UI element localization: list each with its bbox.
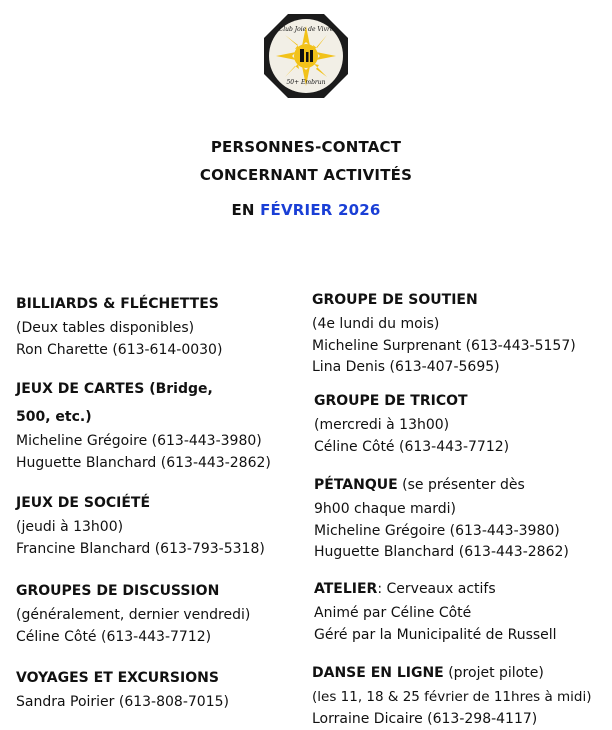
page-title-line-3	[0, 201, 612, 219]
page-title-line-1: PERSONNES-CONTACT	[210, 138, 402, 156]
section-line: Sandra Poirier (613-808-7015)	[16, 694, 229, 710]
section-line: Micheline Surprenant (613-443-5157)	[312, 337, 576, 354]
section-line: Céline Côté (613-443-7712)	[314, 438, 510, 455]
section-heading: BILLIARDS & FLÉCHETTES	[16, 296, 219, 312]
section-heading: JEUX DE CARTES (Bridge,	[16, 381, 213, 397]
title-month: FÉVRIER 2026	[260, 201, 381, 219]
section-line: Micheline Grégoire (613-443-3980)	[314, 522, 560, 539]
page-title-line-2: CONCERNANT ACTIVITÉS	[199, 166, 413, 184]
section-line: Francine Blanchard (613-793-5318)	[16, 540, 265, 557]
section-travel	[16, 664, 229, 714]
section-line: Ron Charette (613-614-0030)	[16, 341, 223, 358]
section-billiards	[16, 290, 222, 361]
section-line: Micheline Grégoire (613-443-3980)	[16, 433, 262, 449]
logo-bottom-text: 50+ Embrun	[286, 79, 326, 86]
section-card-games	[16, 375, 271, 474]
section-line: Huguette Blanchard (613-443-2862)	[314, 544, 569, 560]
section-heading: PÉTANQUE	[314, 477, 398, 493]
section-line: Huguette Blanchard (613-443-2862)	[16, 454, 271, 471]
section-heading: VOYAGES ET EXCURSIONS	[16, 670, 219, 686]
title-prefix: EN	[231, 201, 255, 219]
section-heading-cont: 500, etc.)	[16, 409, 92, 425]
section-board-games	[16, 489, 265, 560]
section-heading-rest: (se présenter dès	[397, 477, 525, 493]
section-heading: GROUPES DE DISCUSSION	[16, 583, 220, 599]
section-heading: JEUX DE SOCIÉTÉ	[16, 495, 151, 511]
section-heading-rest: : Cerveaux actifs	[377, 581, 496, 597]
section-line: Céline Côté (613-443-7712)	[16, 628, 212, 645]
section-support-group	[312, 286, 576, 379]
section-line: 9h00 chaque mardi)	[314, 501, 456, 517]
section-heading-row	[314, 575, 557, 603]
section-heading: GROUPE DE SOUTIEN	[312, 292, 478, 308]
section-line: (mercredi à 13h00)	[314, 417, 450, 433]
section-line: Géré par la Municipalité de Russell	[314, 626, 557, 643]
section-knitting	[314, 387, 509, 458]
section-line: (4e lundi du mois)	[312, 316, 440, 332]
club-emblem-icon	[262, 12, 350, 100]
section-line: Animé par Céline Côté	[314, 605, 472, 621]
section-line-dance	[312, 659, 592, 730]
section-workshop	[314, 575, 557, 646]
section-line: (jeudi à 13h00)	[16, 519, 124, 535]
section-line: Lorraine Dicaire (613-298-4117)	[312, 710, 538, 727]
section-heading-row	[312, 659, 592, 687]
section-heading: ATELIER	[314, 581, 378, 597]
section-heading-rest: (projet pilote)	[443, 665, 544, 681]
section-line: Lina Denis (613-407-5695)	[312, 359, 500, 375]
section-heading-row	[314, 471, 569, 499]
section-heading: GROUPE DE TRICOT	[314, 393, 468, 409]
section-heading: DANSE EN LIGNE	[312, 665, 444, 681]
section-line: (Deux tables disponibles)	[16, 320, 195, 336]
logo-top-text: Club Joie de Vivre	[278, 26, 334, 33]
section-petanque	[314, 471, 569, 564]
section-line: (généralement, dernier vendredi)	[16, 607, 251, 623]
section-discussion	[16, 577, 250, 648]
section-line: (les 11, 18 & 25 février de 11hres à midi)	[312, 689, 592, 705]
